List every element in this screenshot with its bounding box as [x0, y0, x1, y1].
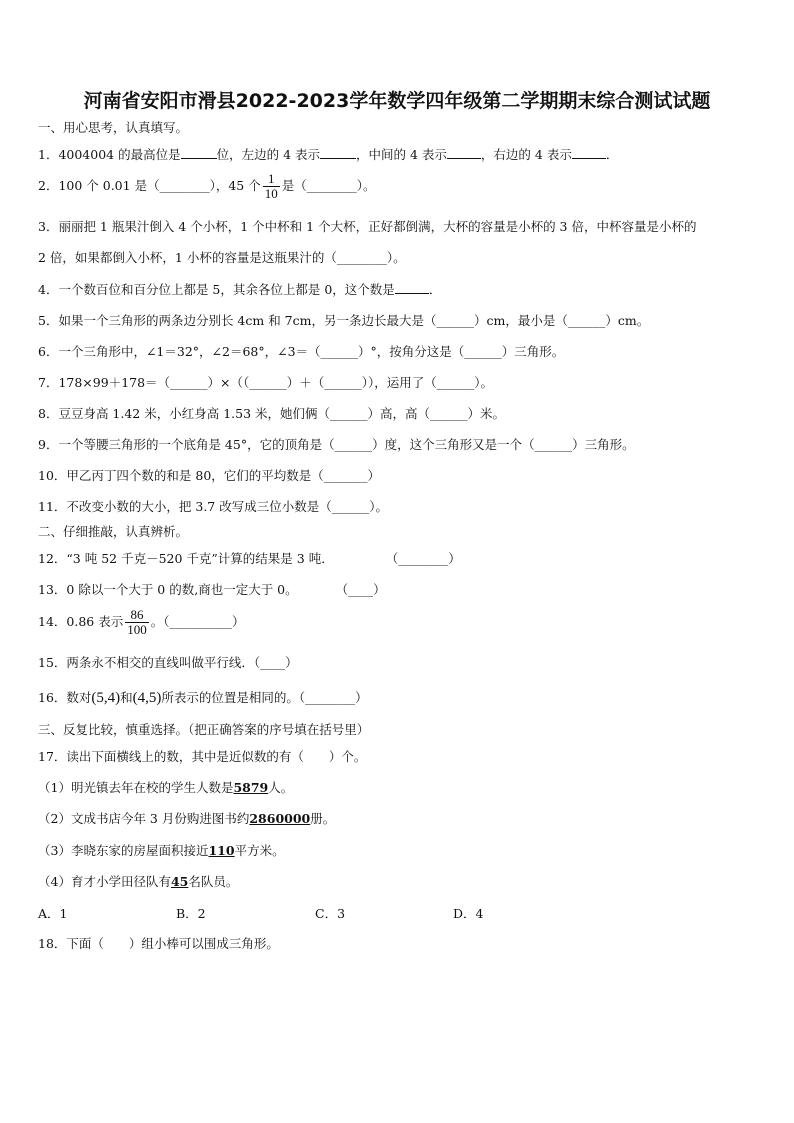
section-1-heading: 一、用心思考，认真填写。 — [38, 120, 189, 135]
page-title: 河南省安阳市滑县2022-2023学年数学四年级第二学期期末综合测试试题 — [83, 90, 711, 112]
question-16: 16．数对(5,4)和(4,5)所表示的位置是相同的。（________） — [38, 690, 368, 706]
section-2-heading: 二、仔细推敲，认真辨析。 — [38, 524, 189, 539]
question-5: 5．如果一个三角形的两条边分别长 4cm 和 7cm，另一条边长最大是（______）cm，最小是（______）cm。 — [38, 313, 650, 328]
question-17-item-2: （2）文成书店今年 3 月份购进图书约2860000册。 — [38, 811, 336, 826]
question-6: 6．一个三角形中，∠1＝32°，∠2＝68°，∠3＝（______）°，按角分这是（______）三角形。 — [38, 344, 565, 359]
question-4: 4．一个数百位和百分位上都是 5，其余各位上都是 0，这个数是 ． — [38, 282, 442, 297]
question-18: 18．下面（ ）组小棒可以围成三角形。 — [38, 936, 279, 951]
fraction: $\frac{1}{10}$ — [264, 171, 278, 201]
question-8: 8．豆豆身高 1.42 米，小红身高 1.53 米，她们俩（______）高，高（______）米。 — [38, 406, 506, 421]
question-12: 12．“3 吨 52 千克－520 千克”计算的结果是 3 吨． （________） — [38, 551, 461, 566]
question-13: 13．0 除以一个大于 0 的数,商也一定大于 0。 （____） — [38, 582, 386, 597]
question-3-line-1: 3．丽丽把 1 瓶果汁倒入 4 个小杯，1 个中杯和 1 个大杯，正好都倒满，大杯的容量是小杯的 3 倍，中杯容量是小杯的 — [38, 219, 697, 234]
question-9: 9．一个等腰三角形的一个底角是 45°，它的顶角是（______）度，这个三角形又是一个（______）三角形。 — [38, 437, 635, 452]
option-d: D．4 — [453, 906, 484, 921]
question-11: 11．不改变小数的大小，把 3.7 改写成三位小数是（______）。 — [38, 499, 388, 514]
option-b: B．2 — [176, 906, 206, 921]
option-c: C．3 — [315, 906, 346, 921]
question-2: 2．100 个 0.01 是（________），45 个 $\frac{1}{10}$ 是（________）。 — [38, 171, 376, 201]
question-7: 7．178×99＋178＝（______）×（（______）＋（______）），运用了（______）。 — [38, 375, 494, 390]
section-3-heading: 三、反复比较，慎重选择。（把正确答案的序号填在括号里） — [38, 722, 370, 737]
question-15: 15．两条永不相交的直线叫做平行线．（____） — [38, 655, 298, 670]
answer-blank — [447, 146, 481, 159]
question-17-item-4: （4）育才小学田径队有45名队员。 — [38, 874, 239, 889]
answer-blank — [181, 146, 217, 159]
answer-blank — [395, 281, 429, 294]
question-1: 1．4004004 的最高位是 位，左边的 4 表示 ，中间的 4 表示 ，右边的 4 表示 ． — [38, 147, 619, 162]
question-14: 14．0.86 表示 $\frac{86}{100}$ 。（__________） — [38, 607, 245, 637]
question-17: 17．读出下面横线上的数，其中是近似数的有（ ）个。 — [38, 749, 367, 764]
question-17-item-3: （3）李晓东家的房屋面积接近110平方米。 — [38, 843, 285, 858]
question-17-item-1: （1）明光镇去年在校的学生人数是5879人。 — [38, 780, 294, 795]
fraction: $\frac{86}{100}$ — [127, 607, 147, 637]
option-a: A．1 — [38, 906, 68, 921]
answer-blank — [572, 146, 606, 159]
answer-blank — [320, 146, 356, 159]
question-10: 10．甲乙丙丁四个数的和是 80，它们的平均数是（_______） — [38, 468, 381, 483]
question-3-line-2: 2 倍，如果都倒入小杯，1 小杯的容量是这瓶果汁的（________）。 — [38, 250, 406, 265]
